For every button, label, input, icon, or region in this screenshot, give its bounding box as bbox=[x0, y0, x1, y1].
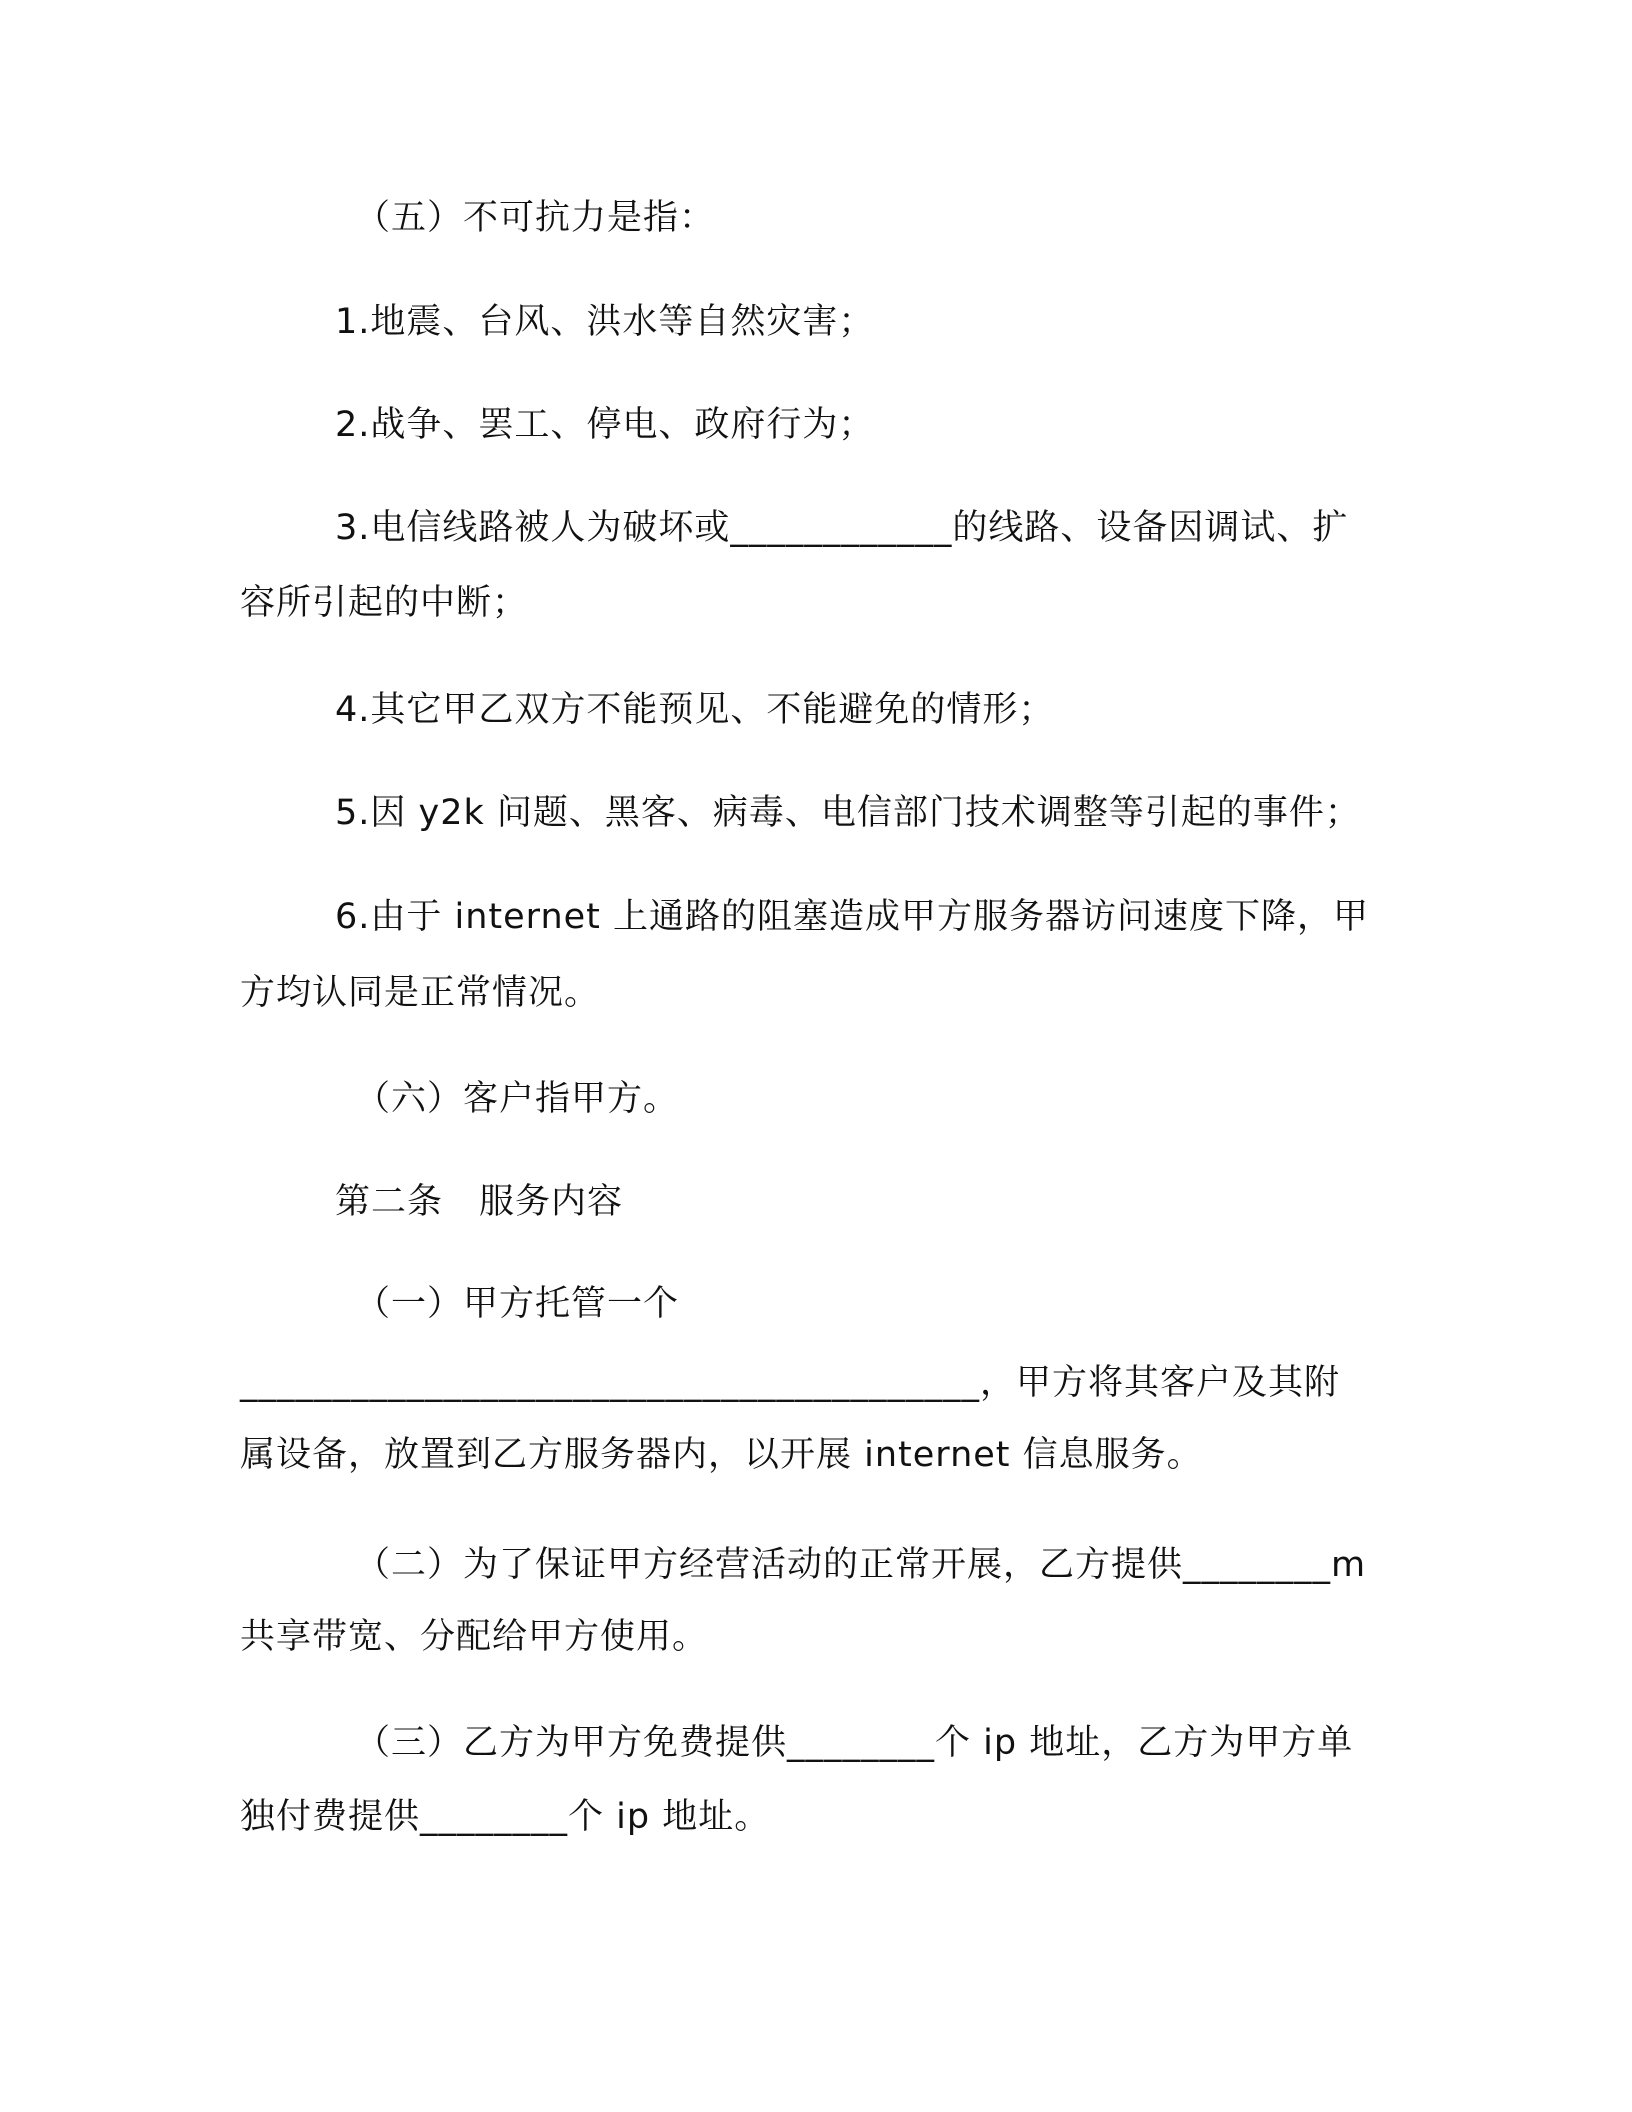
force-majeure-item-6-line-1: 6.由于 internet 上通路的阻塞造成甲方服务器访问速度下降，甲 bbox=[335, 897, 1370, 937]
force-majeure-item-1: 1.地震、台风、洪水等自然灾害； bbox=[335, 302, 875, 342]
service-item-1-line-1: （一）甲方托管一个 bbox=[355, 1284, 680, 1324]
service-item-1-line-3: 属设备，放置到乙方服务器内，以开展 internet 信息服务。 bbox=[240, 1435, 1203, 1475]
service-item-3-line-2: 独付费提供________个 ip 地址。 bbox=[240, 1797, 771, 1837]
force-majeure-item-5: 5.因 y2k 问题、黑客、病毒、电信部门技术调整等引起的事件； bbox=[335, 793, 1361, 833]
service-item-2-line-2: 共享带宽、分配给甲方使用。 bbox=[240, 1617, 709, 1657]
service-item-3-line-1: （三）乙方为甲方免费提供________个 ip 地址，乙方为甲方单 bbox=[355, 1723, 1354, 1763]
service-item-1-line-2: ________________________________________，甲方将其客户及其附 bbox=[240, 1363, 1341, 1403]
force-majeure-item-2: 2.战争、罢工、停电、政府行为； bbox=[335, 405, 875, 445]
service-item-2-line-1: （二）为了保证甲方经营活动的正常开展，乙方提供________m bbox=[355, 1545, 1367, 1585]
force-majeure-item-3-line-2: 容所引起的中断； bbox=[240, 583, 529, 623]
force-majeure-item-6-line-2: 方均认同是正常情况。 bbox=[240, 973, 601, 1013]
force-majeure-item-3-line-1: 3.电信线路被人为破坏或____________的线路、设备因调试、扩 bbox=[335, 508, 1349, 548]
clause-6-heading: （六）客户指甲方。 bbox=[355, 1079, 680, 1119]
force-majeure-item-4: 4.其它甲乙双方不能预见、不能避免的情形； bbox=[335, 690, 1055, 730]
article-2-heading: 第二条 服务内容 bbox=[335, 1182, 624, 1222]
clause-5-heading: （五）不可抗力是指： bbox=[355, 198, 716, 238]
